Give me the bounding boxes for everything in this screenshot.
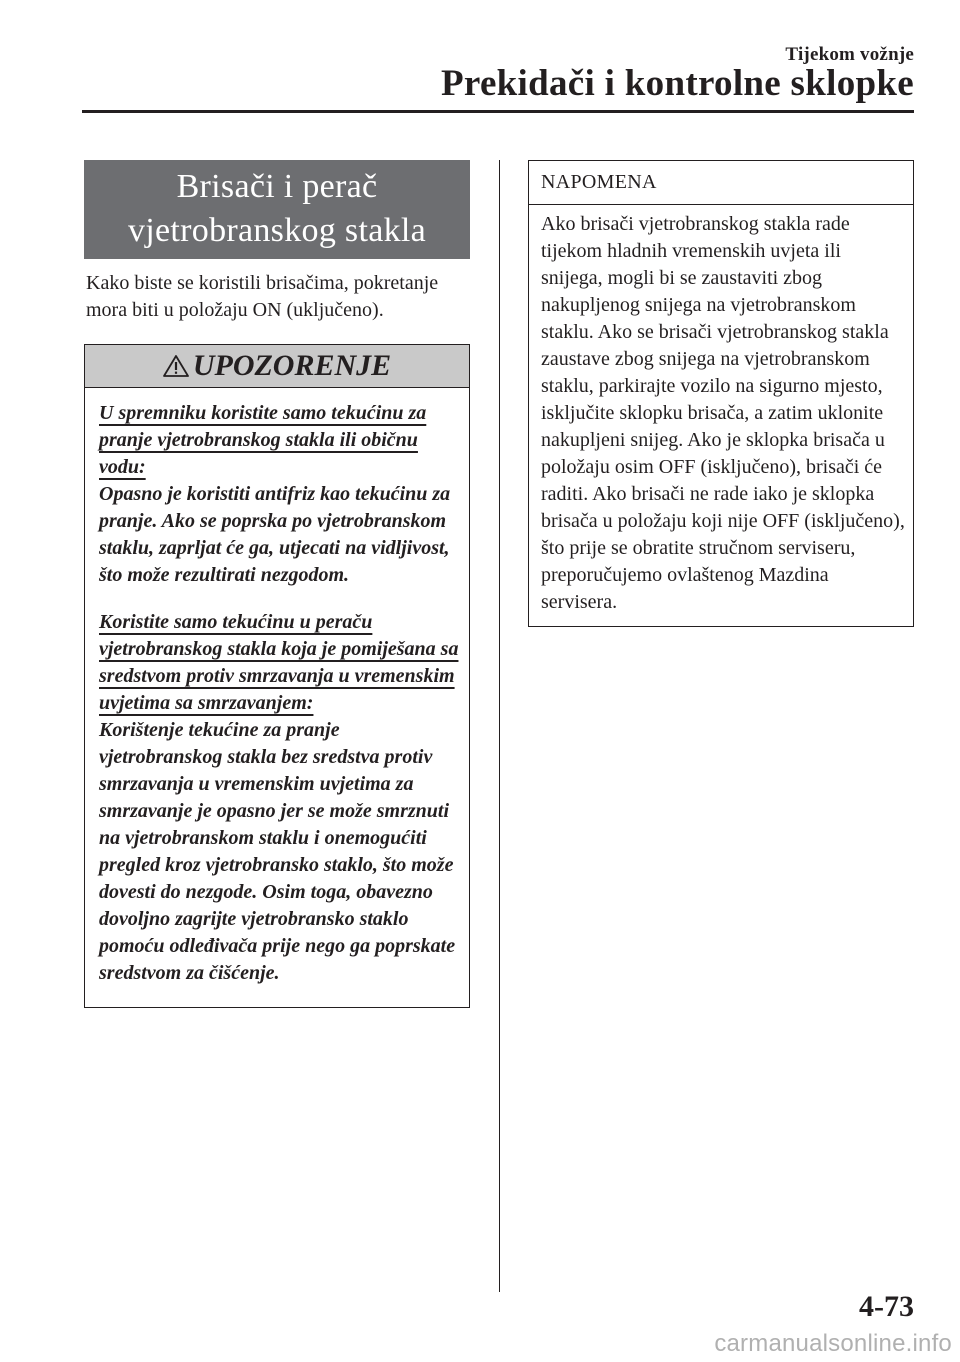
warning-label: UPOZORENJE [192, 349, 392, 382]
header-rule [82, 110, 914, 113]
warning-block-2-heading: Koristite samo tekućinu u peraču vjetrobranskog stakla koja je pomiješana sa sredstvom protiv smrzavanja u vremenskim uvjetima sa smrzavanjem: [99, 611, 459, 714]
section-title-line1: Brisači i perač [176, 168, 378, 205]
intro-paragraph: Kako biste se koristili brisačima, pokretanje mora biti u položaju ON (uključeno). [86, 272, 439, 321]
warning-body [85, 388, 469, 1007]
note-box [528, 160, 914, 627]
column-divider [499, 160, 500, 1292]
watermark: carmanualsonline.info [714, 1330, 952, 1357]
warning-block-2 [99, 609, 459, 987]
warning-block-1 [99, 400, 459, 589]
left-column [84, 160, 470, 1008]
note-label: NAPOMENA [529, 161, 913, 205]
page-number: 4-73 [859, 1290, 914, 1323]
section-title-line2: vjetrobranskog stakla [127, 212, 427, 249]
warning-header [85, 345, 469, 388]
right-column [528, 160, 914, 627]
note-text: Ako brisači vjetrobranskog stakla rade tijekom hladnih vremenskih uvjeta ili snijega, mogli bi se zaustaviti zbog nakupljenog snijega na vjetrobranskom staklu. Ako se brisači vjetrobranskog stakla zaustave zbog snijega na vjetrobranskom staklu, parkirajte vozilo na sigurno mjesto, isključite sklopku brisača, a zatim uklonite nakupljeni snijeg. Ako je sklopka brisača u položaju osim OFF (isključeno), brisači će raditi. Ako brisači ne rade iako je sklopka brisača u položaju koji nije OFF (isključeno), što prije se obratite stručnom serviseru, preporučujemo ovlaštenog Mazdina servisera. [541, 213, 905, 613]
warning-box [84, 344, 470, 1008]
chapter-label: Tijekom vožnje [785, 44, 914, 65]
warning-triangle-icon [163, 354, 189, 378]
warning-block-1-heading: U spremniku koristite samo tekućinu za pranje vjetrobranskog stakla ili običnu vodu: [99, 402, 427, 478]
section-title [84, 160, 470, 259]
warning-block-1-text: Opasno je koristiti antifriz kao tekućinu za pranje. Ako se poprska po vjetrobranskom staklu, zaprljat će ga, utjecati na vidljivost, što može rezultirati nezgodom. [99, 483, 451, 586]
warning-block-2-text: Korištenje tekućine za pranje vjetrobranskog stakla bez sredstva protiv smrzavanja u vremenskim uvjetima za smrzavanje je opasno jer se može smrznuti na vjetrobranskom staklu i onemogućiti pregled kroz vjetrobransko staklo, što može dovesti do nezgode. Osim toga, obavezno dovoljno zagrijte vjetrobransko staklo pomoću odleđivača prije nego ga poprskate sredstvom za čišćenje. [99, 719, 456, 984]
section-heading: Prekidači i kontrolne sklopke [441, 63, 914, 104]
